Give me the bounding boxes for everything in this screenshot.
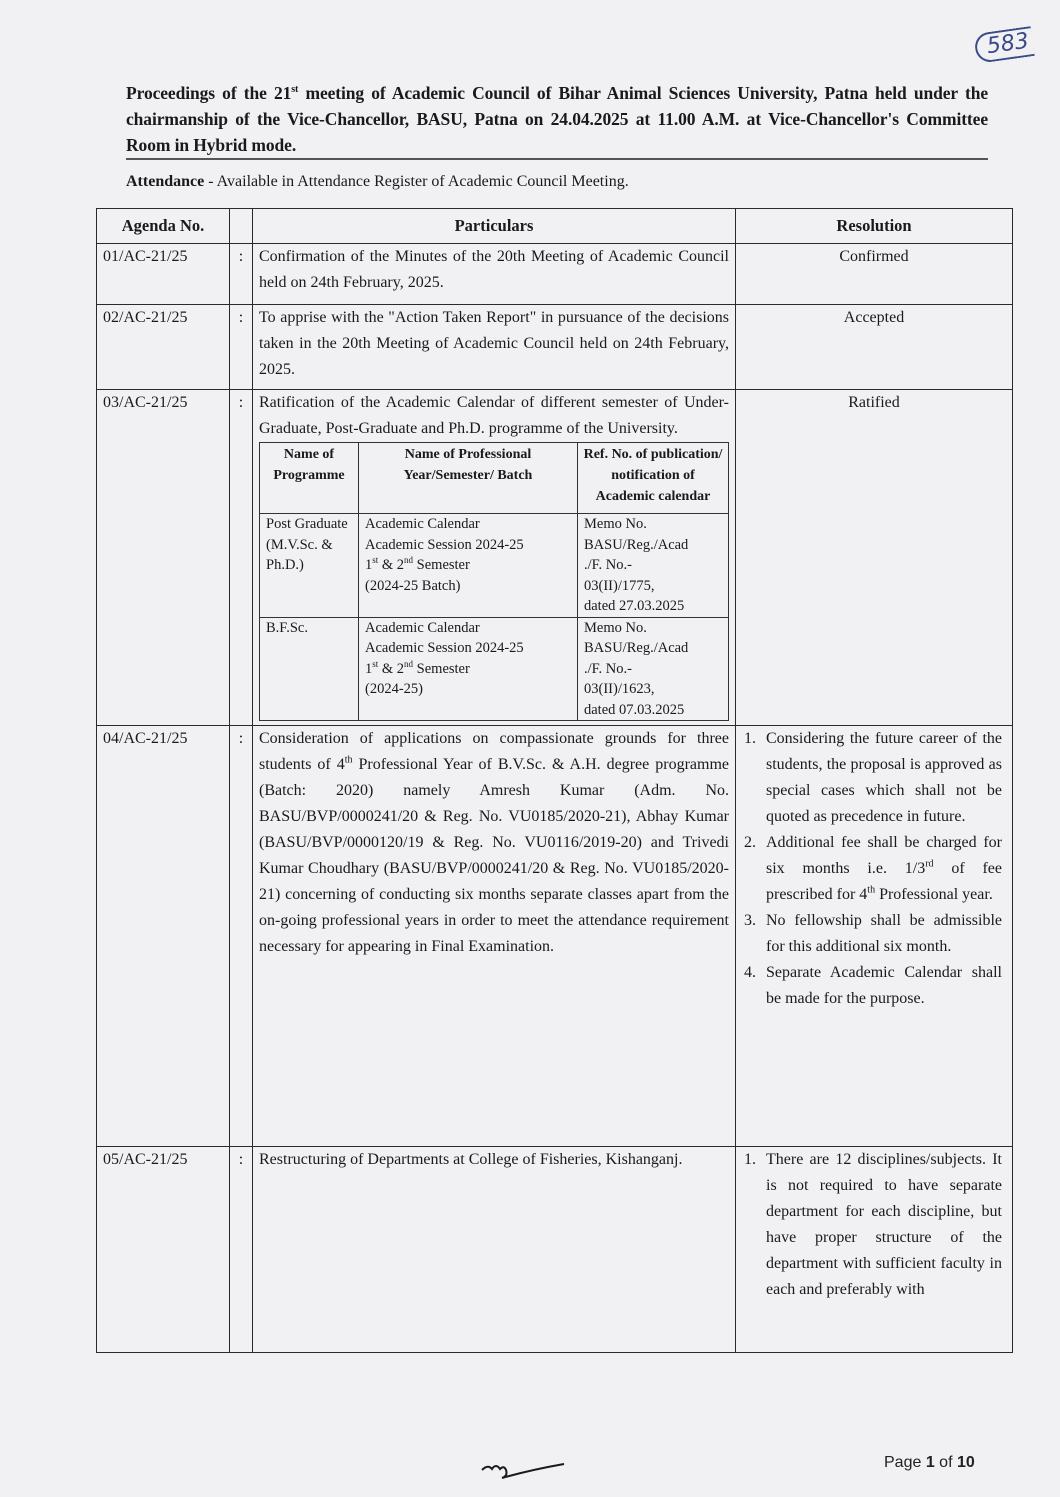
sem-sup: st xyxy=(372,658,379,669)
separator: : xyxy=(230,726,253,1147)
programme-year xyxy=(359,617,578,721)
table-row xyxy=(97,244,1013,305)
item-text: Professional year. xyxy=(875,886,993,903)
proceedings-table xyxy=(96,208,1013,1353)
separator: : xyxy=(230,305,253,390)
separator: : xyxy=(230,244,253,305)
item-number: 3. xyxy=(744,912,756,929)
agenda-number: 03/AC-21/25 xyxy=(97,390,230,726)
sem-text: Semester xyxy=(413,660,470,677)
resolution-item xyxy=(744,726,1002,830)
separator: : xyxy=(230,1147,253,1353)
inner-header-year: Name of Professional Year/Semester/ Batch xyxy=(359,443,578,514)
page-total: 10 xyxy=(956,1454,975,1471)
agenda-number: 04/AC-21/25 xyxy=(97,726,230,1147)
sem-text: & 2 xyxy=(378,557,405,573)
table-row xyxy=(97,390,1013,726)
page-footer xyxy=(884,1454,975,1472)
resolution-item xyxy=(744,960,1002,1012)
item-text: Considering the future career of the students, the proposal is approved as special cases which shall not be quoted as precedence in future. xyxy=(766,730,1002,825)
resolution-text: Ratified xyxy=(736,390,1013,726)
year-line: (2024-25 Batch) xyxy=(365,577,461,594)
particulars-text xyxy=(253,726,736,1147)
item-number: 2. xyxy=(744,834,756,851)
reference-number xyxy=(578,617,729,721)
resolution-list-cell xyxy=(736,1147,1013,1353)
programme-name: B.F.Sc. xyxy=(260,617,359,721)
table-row xyxy=(97,305,1013,390)
item-text: No fellowship shall be admissible for this additional six month. xyxy=(766,912,1002,955)
page-of: of xyxy=(934,1454,957,1471)
particulars-part: Professional Year of B.V.Sc. & A.H. degree programme (Batch: 2020) namely Amresh Kumar (Adm. No. BASU/BVP/0000241/20 & Reg. No. VU0185/2020-21), Abhay Kumar (BASU/BVP/0000120/19 & Reg. No. VU0116/2019-20) and Trivedi Kumar Choudhary (BASU/BVP/0000241/20 & Reg. No. VU0185/2020-21) concerning of conducting six months separate classes apart from the on-going professional years in order to meet the attendance requirement necessary for appearing in Final Examination. xyxy=(259,756,729,955)
year-line: (2024-25) xyxy=(365,681,423,697)
inner-header-row xyxy=(260,443,729,514)
ref-line: ./F. No.- xyxy=(584,557,632,573)
item-sup: rd xyxy=(925,858,934,870)
page-current: 1 xyxy=(925,1454,935,1471)
agenda-number: 01/AC-21/25 xyxy=(97,244,230,305)
resolution-list-cell xyxy=(736,726,1013,1147)
particulars-text: To apprise with the "Action Taken Report" in pursuance of the decisions taken in the 20th Meeting of Academic Council held on 24th February, 2025. xyxy=(253,305,736,390)
item-number: 1. xyxy=(744,730,756,747)
page-label: Page xyxy=(884,1454,926,1471)
particulars-text: Ratification of the Academic Calendar of different semester of Under-Graduate, Post-Graduate and Ph.D. programme of the University. xyxy=(259,394,729,437)
title-divider xyxy=(126,158,988,160)
item-text: Separate Academic Calendar shall be made for the purpose. xyxy=(766,964,1002,1007)
academic-calendar-table xyxy=(259,442,729,721)
particulars-text: Restructuring of Departments at College of Fisheries, Kishanganj. xyxy=(253,1147,736,1353)
table-header-row xyxy=(97,209,1013,244)
sem-sup: nd xyxy=(404,658,414,669)
header-separator xyxy=(230,209,253,244)
semester-line xyxy=(365,555,571,576)
inner-header-programme: Name of Programme xyxy=(260,443,359,514)
resolution-item xyxy=(744,830,1003,908)
year-line: Academic Session 2024-25 xyxy=(365,536,524,553)
resolution-item xyxy=(744,1147,1002,1303)
ref-line: BASU/Reg./Acad xyxy=(584,640,689,656)
ref-line: dated 07.03.2025 xyxy=(584,701,685,718)
particulars-cell xyxy=(253,390,736,726)
resolution-text: Confirmed xyxy=(736,244,1013,305)
inner-table-row xyxy=(260,514,729,618)
sem-sup: nd xyxy=(404,555,414,566)
resolution-list xyxy=(744,1147,1002,1303)
ref-line: 03(II)/1775, xyxy=(584,577,655,594)
ref-line: Memo No. xyxy=(584,619,647,636)
sem-sup: st xyxy=(372,555,379,566)
year-line: Academic Calendar xyxy=(365,516,480,532)
particulars-sup: th xyxy=(344,754,353,766)
year-line: Academic Session 2024-25 xyxy=(365,640,524,656)
programme-name: Post Graduate (M.V.Sc. & Ph.D.) xyxy=(260,514,359,618)
item-text: Additional fee shall be charged for six months i.e. 1/3 xyxy=(766,834,1002,877)
semester-line xyxy=(365,659,571,680)
particulars-text: Confirmation of the Minutes of the 20th Meeting of Academic Council held on 24th February, 2025. xyxy=(253,244,736,305)
header-agenda: Agenda No. xyxy=(97,209,230,244)
page-number-stamp: 583 xyxy=(973,26,1035,64)
particulars-part: Consideration of applications on compassionate grounds for three students of 4 xyxy=(259,730,729,773)
title-text: Proceedings of the 21 xyxy=(126,83,292,103)
title-text-continued: meeting of Academic Council of Bihar Animal Sciences University, Patna held under the chairmanship of the Vice-Chancellor, BASU, Patna on 24.04.2025 at 11.00 A.M. at Vice-Chancellor's Committee Room in Hybrid mode. xyxy=(126,83,988,155)
ref-line: 03(II)/1623, xyxy=(584,681,655,697)
resolution-text: Accepted xyxy=(736,305,1013,390)
ref-line: Memo No. xyxy=(584,516,647,532)
table-row xyxy=(97,726,1013,1147)
inner-header-ref: Ref. No. of publication/ notification of Academic calendar xyxy=(578,443,729,514)
resolution-item xyxy=(744,908,1002,960)
sem-text: 1 xyxy=(365,557,373,573)
item-text: of fee prescribed for 4 xyxy=(766,860,1003,903)
separator: : xyxy=(230,390,253,726)
header-particulars: Particulars xyxy=(253,209,736,244)
table-row xyxy=(97,1147,1013,1353)
attendance-label: Attendance xyxy=(126,173,205,190)
item-number: 4. xyxy=(744,964,756,981)
resolution-list xyxy=(744,726,1002,1012)
sem-text: & 2 xyxy=(378,660,405,677)
item-number: 1. xyxy=(744,1151,756,1168)
year-line: Academic Calendar xyxy=(365,619,480,636)
agenda-number: 02/AC-21/25 xyxy=(97,305,230,390)
sem-text: 1 xyxy=(365,660,373,677)
ref-line: ./F. No.- xyxy=(584,660,632,677)
attendance-text: - Available in Attendance Register of Academic Council Meeting. xyxy=(204,173,629,190)
attendance-line xyxy=(126,173,629,191)
header-resolution: Resolution xyxy=(736,209,1013,244)
title-superscript: st xyxy=(291,84,299,96)
ref-line: BASU/Reg./Acad xyxy=(584,536,689,553)
programme-year xyxy=(359,514,578,618)
signature-mark xyxy=(480,1460,570,1480)
sem-text: Semester xyxy=(413,557,470,573)
ref-line: dated 27.03.2025 xyxy=(584,598,685,614)
inner-table-row xyxy=(260,617,729,721)
item-sup: th xyxy=(867,884,876,896)
reference-number xyxy=(578,514,729,618)
document-title xyxy=(126,80,988,158)
agenda-number: 05/AC-21/25 xyxy=(97,1147,230,1353)
item-text: There are 12 disciplines/subjects. It is not required to have separate department for each discipline, but have proper structure of the department with sufficient faculty in each and preferably with xyxy=(766,1151,1002,1298)
